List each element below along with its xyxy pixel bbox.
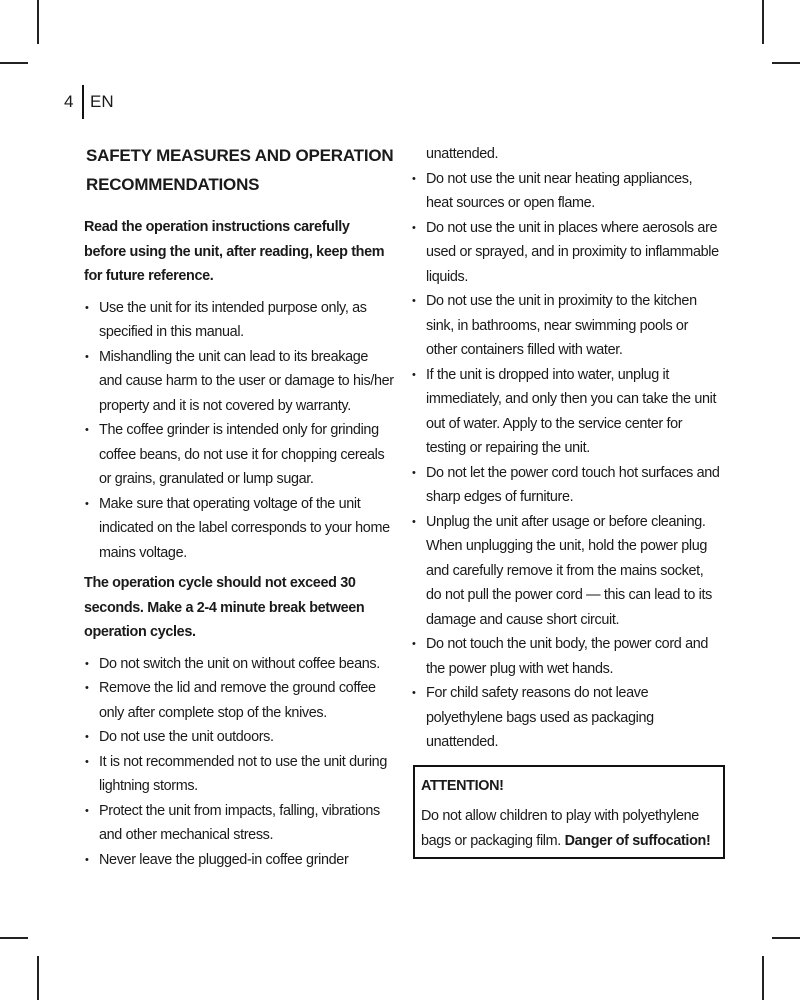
left-column: [84, 142, 394, 872]
language-code: EN: [90, 92, 114, 111]
crop-mark-top-right: [762, 0, 764, 44]
list-item: • Do not touch the unit body, the power cord and the power plug with wet hands.: [411, 632, 721, 681]
header-divider: [82, 85, 84, 119]
safety-list-c: [411, 167, 721, 755]
right-column: [411, 142, 721, 859]
list-item: • Protect the unit from impacts, falling, vibrations and other mechanical stress.: [84, 799, 394, 848]
section-title: [86, 142, 394, 199]
attention-text: [421, 804, 715, 853]
attention-box: [413, 765, 725, 860]
attention-emphasis: Danger of suffocation!: [564, 832, 711, 849]
list-item: • Do not use the unit near heating appliances, heat sources or open flame.: [411, 167, 721, 216]
list-item: • Do not let the power cord touch hot surfaces and sharp edges of furniture.: [411, 461, 721, 510]
list-item: • Do not switch the unit on without coffee beans.: [84, 652, 394, 677]
attention-title: ATTENTION!: [421, 777, 504, 794]
list-item: • Do not use the unit in places where aerosols are used or sprayed, and in proximity to inflammable liquids.: [411, 216, 721, 290]
list-item: • Unplug the unit after usage or before cleaning. When unplugging the unit, hold the power plug and carefully remove it from the mains socket, do not pull the power cord — this can lead to its damage and cause short circuit.: [411, 510, 721, 633]
list-item: • The coffee grinder is intended only for grinding coffee beans, do not use it for chopping cereals or grains, granulated or lump sugar.: [84, 418, 394, 492]
safety-list-b: [84, 652, 394, 873]
page-header: [64, 86, 114, 118]
operation-cycle-note: The operation cycle should not exceed 30 seconds. Make a 2-4 minute break between operation cycles.: [84, 575, 365, 640]
list-item: • Never leave the plugged-in coffee grinder: [84, 848, 394, 873]
intro-note: Read the operation instructions carefully before using the unit, after reading, keep them for future reference.: [84, 219, 385, 284]
crop-mark-top-right-h: [772, 62, 800, 64]
list-item: • Mishandling the unit can lead to its breakage and cause harm to the user or damage to his/her property and it is not covered by warranty.: [84, 345, 394, 419]
crop-mark-bottom-right: [762, 956, 764, 1000]
crop-mark-bottom-left: [37, 956, 39, 1000]
list-item: • If the unit is dropped into water, unplug it immediately, and only then you can take the unit out of water. Apply to the service center for testing or repairing the unit.: [411, 363, 721, 461]
list-item: • Use the unit for its intended purpose only, as specified in this manual.: [84, 296, 394, 345]
crop-mark-top-left-h: [0, 62, 28, 64]
list-item: • It is not recommended not to use the unit during lightning storms.: [84, 750, 394, 799]
list-continuation: unattended.: [426, 146, 499, 162]
attention-body: Do not allow children to play with polyethylene bags or packaging film.: [421, 808, 699, 849]
safety-list-a: [84, 296, 394, 566]
section-title-line-2: RECOMMENDATIONS: [86, 174, 260, 194]
crop-mark-bottom-left-h: [0, 937, 28, 939]
list-item: • Remove the lid and remove the ground coffee only after complete stop of the knives.: [84, 676, 394, 725]
crop-mark-top-left: [37, 0, 39, 44]
list-item: • Make sure that operating voltage of the unit indicated on the label corresponds to your home mains voltage.: [84, 492, 394, 566]
list-item: • Do not use the unit outdoors.: [84, 725, 394, 750]
list-item: • For child safety reasons do not leave polyethylene bags used as packaging unattended.: [411, 681, 721, 755]
section-title-line-1: SAFETY MEASURES AND OPERATION: [86, 146, 394, 165]
page-number: 4: [64, 92, 74, 111]
crop-mark-bottom-right-h: [772, 937, 800, 939]
list-item: • Do not use the unit in proximity to the kitchen sink, in bathrooms, near swimming pools or other containers filled with water.: [411, 289, 721, 363]
